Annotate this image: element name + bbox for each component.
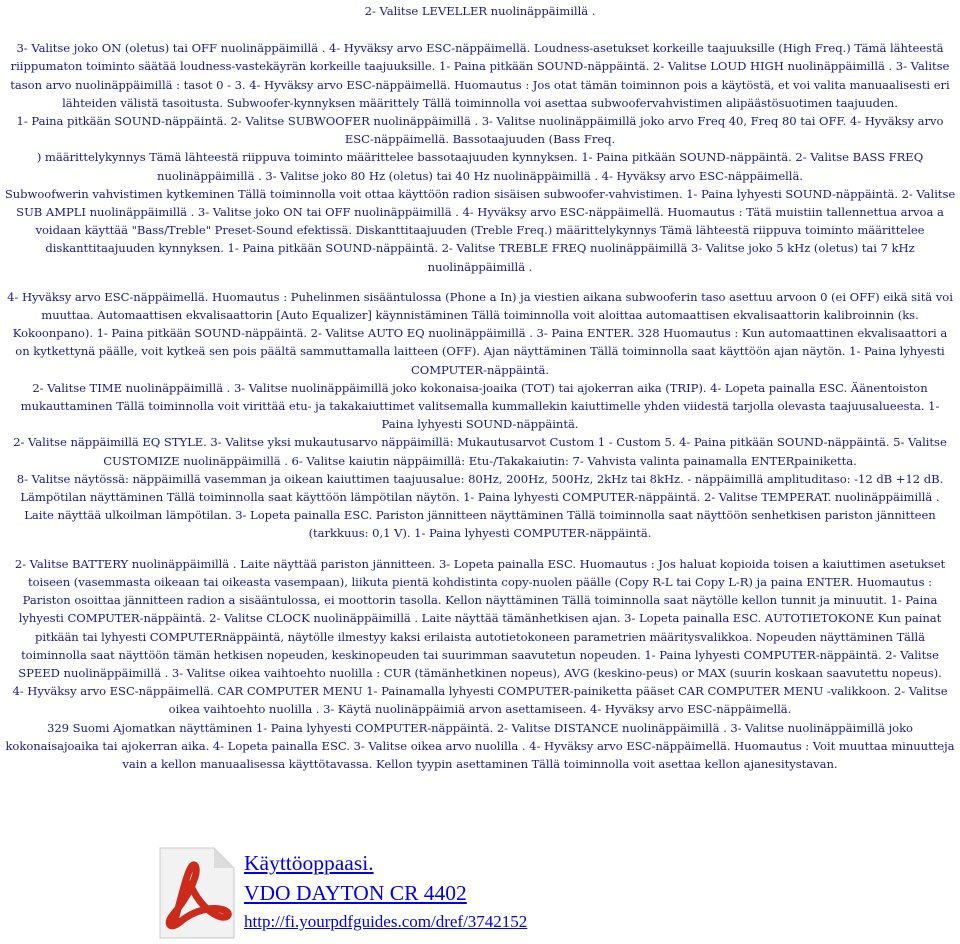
paragraph-10: 2- Valitse BATTERY nuolinäppäimillä . Laite näyttää pariston jännitteen. 3- Lopeta painalla ESC. Huomautus : Jos haluat kopioida toisen a kaiuttimen asetukset toiseen (vasemmasta oikeaan tai oikeasta vasempaan), liikuta pientä kohdistinta copy-nuolen päälle (Copy R-L tai Copy L-R) ja paina ENTER. Huomautus : Pariston osoittaa jännitteen radion a sisääntulossa, ei moottorin tasolla. Kellon näyttäminen Tällä toiminnolla saat näytölle kellon tunnit ja minuutit. 1- Paina lyhyesti COMPUTER-näppäintä. 2- Valitse CLOCK nuolinäppäimillä . Laite näyttää tämänhetkisen ajan. 3- Lopeta painalla ESC. AUTOTIETOKONE Kun painat pitkään tai lyhyesti COMPUTERnäppäintä, näytölle ilmestyy kaksi erilaista autotietokoneen parametrien määritysvalikkoa. Nopeuden näyttäminen Tällä toiminnolla saat näyttöön tämän hetkisen nopeuden, keskinopeuden tai suurimman saavutetun nopeuden. 1- Paina lyhyesti COMPUTER-näppäintä. 2- Valitse SPEED nuolinäppäimillä . 3- Valitse oikea vaihtoehto nuolilla : CUR (tämänhetkinen nopeus), AVG (keskino-peus) or MAX (suurin koskaan saavutettu nopeus). [14, 556, 946, 680]
paragraph-2-text: 3- Valitse joko ON (oletus) tai OFF nuolinäppäimillä . 4- Hyväksy arvo ESC-näppäimellä. Loudness-asetukset korkeille taajuuksille (High Freq.) Tämä lähteestä riippumaton toiminto säätää loudness-vastekäyrän korkeille taajuuksille. 1- Paina pitkään SOUND-näppäintä. 2- Valitse LOUD HIGH nuolinäppäimillä . 3- Valitse tason arvo nuolinäppäimillä : tasot 0 - 3. 4- Hyväksy arvo ESC-näppäimellä. Huomautus : Jos otat tämän toiminnon pois a käytöstä, et voi valita manuaalisesti eri lähteiden välistä tasoitusta. Subwoofer-kynnyksen määrittely Tällä toiminnolla voi asettaa subwoofervahvistimen alipäästösuotimen taajuuden. [10, 41, 950, 110]
spacer [0, 276, 960, 288]
pdf-document-logo-icon [154, 846, 238, 940]
footer-links [244, 848, 527, 936]
paragraph-3: 1- Paina pitkään SOUND-näppäintä. 2- Valitse SUBWOOFER nuolinäppäimillä . 3- Valitse nuolinäppäimillä joko arvo Freq 40, Freq 80 tai OFF. 4- Hyväksy arvo ESC-näppäimellä. Bassotaajuuden (Bass Freq. [16, 114, 944, 147]
paragraph-12: 329 Suomi Ajomatkan näyttäminen 1- Paina lyhyesti COMPUTER-näppäintä. 2- Valitse DISTANCE nuolinäppäimillä . 3- Valitse nuolinäppäimillä joko kokonaisajoaika tai ajokerran aika. 4- Lopeta painalla ESC. 3- Valitse oikea arvo nuolilla . 4- Hyväksy arvo ESC-näppäimellä. Huomautus : Voit muuttaa minuutteja vain a kellon manuaalisessa käyttötavassa. Kellon tyypin asettaminen Tällä toiminnolla voit asettaa kellon ajanesitystavan. [5, 720, 955, 771]
spacer [0, 543, 960, 555]
url-link[interactable]: http://fi.yourpdfguides.com/dref/3742152 [244, 912, 528, 931]
paragraph-9: 8- Valitse näytössä: näppäimillä vasemman ja oikean kaiuttimen taajuusalue: 80Hz, 200Hz, 500Hz, 2kHz tai 8kHz. - näppäimillä amplituditaso: -12 dB +12 dB. Lämpötilan näyttäminen Tällä toiminnolla saat käyttöön lämpötilan näytön. 1- Paina lyhyesti COMPUTER-näppäintä. 2- Valitse TEMPERAT. nuolinäppäimillä . Laite näyttää ulkoilman lämpötilan. 3- Lopeta painalla ESC. Pariston jännitteen näyttäminen Tällä toiminnolla saat näyttöön senhetkisen pariston jännitteen (tarkkuus: 0,1 V). 1- Paina lyhyesti COMPUTER-näppäintä. [16, 471, 944, 541]
paragraph-11: 4- Hyväksy arvo ESC-näppäimellä. CAR COMPUTER MENU 1- Painamalla lyhyesti COMPUTER-painiketta pääset CAR COMPUTER MENU -valikkoon. 2- Valitse oikea vaihtoehto nuolilla . 3- Käytä nuolinäppäimiä arvon asettamiseen. 4- Hyväksy arvo ESC-näppäimellä. [12, 684, 948, 717]
footer [154, 846, 874, 942]
paragraph-8: 2- Valitse näppäimillä EQ STYLE. 3- Valitse yksi mukautusarvo näppäimillä: Mukautusarvot Custom 1 - Custom 5. 4- Paina pitkään SOUND-näppäintä. 5- Valitse CUSTOMIZE nuolinäppäimillä . 6- Valitse kaiutin näppäimillä: Etu-/Takakaiutin: 7- Vahvista valinta painamalla ENTERpainiketta. [13, 435, 947, 468]
paragraph-6: 4- Hyväksy arvo ESC-näppäimellä. Huomautus : Puhelinmen sisääntulossa (Phone a In) ja viestien aikana subwooferin taso asettuu arvoon 0 (ei OFF) eikä sitä voi muuttaa. Automaattisen ekvalisaattorin [Auto Equalizer] käynnistäminen Tällä toiminnolla voit aloittaa automaattisen ekvalisaattorin kalibroinnin (ks. Kokoonpano). 1- Paina pitkään SOUND-näppäintä. 2- Valitse AUTO EQ nuolinäppäimillä . 3- Paina ENTER. 328 Huomautus : Kun automaattinen ekvalisaattori a on kytkettynä päälle, voit kytkeä sen pois päältä sammuttamalla laitteen (OFF). Ajan näyttäminen Tällä toiminnolla saat käyttöön ajan näytön. 1- Paina lyhyesti COMPUTER-näppäintä. [7, 289, 953, 377]
paragraph-1: 2- Valitse LEVELLER nuolinäppäimillä . [364, 4, 596, 18]
paragraph-2 [0, 39, 960, 112]
spacer [0, 20, 960, 39]
paragraph-4: ) määrittelykynnys Tämä lähteestä riippuva toiminto määrittelee bassotaajuuden kynnyksen. 1- Paina pitkään SOUND-näppäintä. 2- Valitse BASS FREQ nuolinäppäimillä . 3- Valitse joko 80 Hz (oletus) tai 40 Hz nuolinäppäimillä . 4- Hyväksy arvo ESC-näppäimellä. [36, 150, 924, 183]
manual-link[interactable]: Käyttöoppaasi. [244, 851, 374, 875]
model-link[interactable]: VDO DAYTON CR 4402 [244, 881, 467, 905]
paragraph-5: Subwoofwerin vahvistimen kytkeminen Tällä toiminnolla voit ottaa käyttöön radion sisäisen subwoofer-vahvistimen. 1- Paina lyhyesti SOUND-näppäintä. 2- Valitse SUB AMPLI nuolinäppäimillä . 3- Valitse joko ON tai OFF nuolinäppäimillä . 4- Hyväksy arvo ESC-näppäimellä. Huomautus : Tätä muistiin tallennettua arvoa a voidaan käyttää "Bass/Treble" Preset-Sound efektissä. Diskanttitaajuuden (Treble Freq.) määrittelykynnys Tämä lähteestä riippuva toiminto määrittelee diskanttitaajuuden kynnyksen. 1- Paina pitkään SOUND-näppäintä. 2- Valitse TREBLE FREQ nuolinäppäimillä 3- Valitse joko 5 kHz (oletus) tai 7 kHz nuolinäppäimillä . [4, 186, 956, 274]
paragraph-7: 2- Valitse TIME nuolinäppäimillä . 3- Valitse nuolinäppäimillä joko kokonaisa-joaika (TOT) tai ajokerran aika (TRIP). 4- Lopeta painalla ESC. Äänentoiston mukauttaminen Tällä toiminnolla voit virittää etu- ja takakaiuttimet valitsemalla kummallekin kaiuttimelle yhden viidestä tarjolla olevasta taajuusalueesta. 1- Paina lyhyesti SOUND-näppäintä. [20, 380, 940, 432]
